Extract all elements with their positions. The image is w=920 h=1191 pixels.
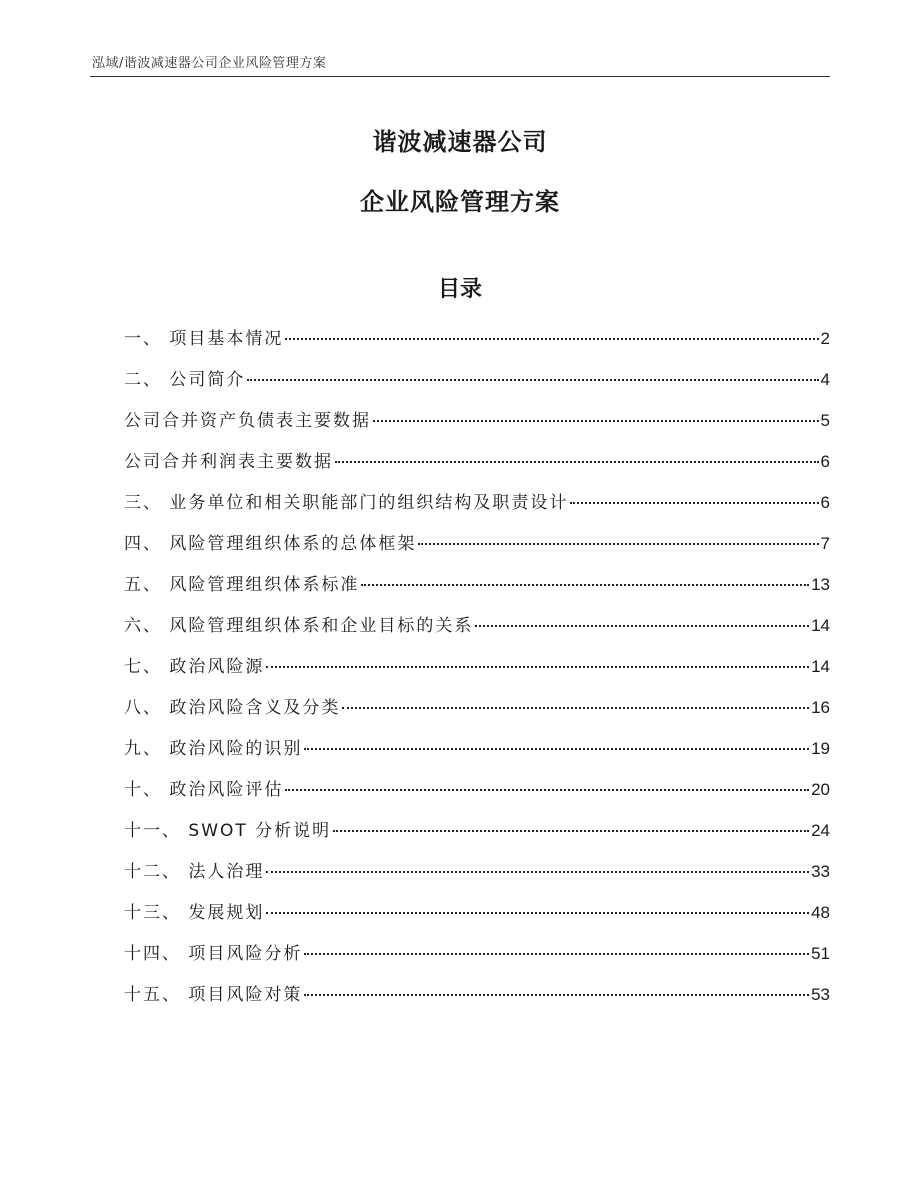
toc-leader-dots [304, 748, 809, 750]
toc-entry-page: 14 [811, 616, 830, 635]
toc-entry-page: 16 [811, 698, 830, 717]
toc-leader-dots [475, 625, 809, 627]
toc-entry[interactable] [124, 652, 830, 693]
toc-entry-label: 七、 政治风险源 [124, 657, 265, 677]
toc-leader-dots [247, 379, 818, 381]
toc-entry-label: 十三、 发展规划 [124, 903, 265, 923]
toc-leader-dots [333, 830, 809, 832]
running-header: 泓域/谐波减速器公司企业风险管理方案 [92, 56, 327, 71]
toc-entry-page: 5 [820, 411, 830, 430]
toc-entry[interactable] [124, 488, 830, 529]
toc-entry-page: 48 [811, 903, 830, 922]
toc-leader-dots [373, 420, 819, 422]
toc-entry-page: 14 [811, 657, 830, 676]
toc-entry[interactable] [124, 324, 830, 365]
toc-entry-label: 十一、 SWOT 分析说明 [124, 821, 332, 841]
toc-leader-dots [342, 707, 809, 709]
toc-entry-page: 6 [820, 452, 830, 471]
toc-leader-dots [266, 871, 809, 873]
toc-entry-label: 一、 项目基本情况 [124, 329, 284, 349]
toc-entry-label: 十五、 项目风险对策 [124, 985, 303, 1005]
toc-entry-label: 十四、 项目风险分析 [124, 944, 303, 964]
toc-entry[interactable] [124, 570, 830, 611]
toc-entry-page: 6 [820, 493, 830, 512]
toc-leader-dots [361, 584, 809, 586]
toc-entry-page: 7 [820, 534, 830, 553]
toc-entry[interactable] [124, 406, 830, 447]
toc-entry[interactable] [124, 816, 830, 857]
toc-entry-page: 24 [811, 821, 830, 840]
toc-entry-label: 五、 风险管理组织体系标准 [124, 575, 360, 595]
document-title-company: 谐波减速器公司 [372, 128, 548, 156]
toc-entry-label: 四、 风险管理组织体系的总体框架 [124, 534, 417, 554]
toc-leader-dots [285, 338, 818, 340]
toc-entry-page: 19 [811, 739, 830, 758]
toc-entry-page: 33 [811, 862, 830, 881]
toc-entry-label: 公司合并资产负债表主要数据 [124, 411, 371, 431]
toc-entry[interactable] [124, 365, 830, 406]
toc-leader-dots [418, 543, 818, 545]
toc-entry-label: 十、 政治风险评估 [124, 780, 284, 800]
toc-leader-dots [266, 912, 809, 914]
toc-entry-page: 2 [820, 329, 830, 348]
toc-entry-label: 公司合并利润表主要数据 [124, 452, 333, 472]
toc-entry-page: 53 [811, 985, 830, 1004]
toc-leader-dots [304, 994, 809, 996]
toc-entry-page: 20 [811, 780, 830, 799]
toc-leader-dots [285, 789, 809, 791]
toc-entry-label: 九、 政治风险的识别 [124, 739, 303, 759]
document-title-subject: 企业风险管理方案 [360, 188, 560, 216]
toc-entry-label: 二、 公司简介 [124, 370, 246, 390]
header-divider [90, 76, 830, 77]
toc-leader-dots [570, 502, 818, 504]
toc-entry[interactable] [124, 529, 830, 570]
toc-entry-label: 十二、 法人治理 [124, 862, 265, 882]
toc-entry-page: 4 [820, 370, 830, 389]
toc-entry[interactable] [124, 775, 830, 816]
toc-entry-label: 八、 政治风险含义及分类 [124, 698, 341, 718]
toc-heading: 目录 [437, 277, 482, 302]
toc-entry[interactable] [124, 447, 830, 488]
toc-entry[interactable] [124, 693, 830, 734]
toc-leader-dots [304, 953, 809, 955]
toc-entry-label: 三、 业务单位和相关职能部门的组织结构及职责设计 [124, 493, 569, 513]
toc-entry[interactable] [124, 611, 830, 652]
toc-leader-dots [266, 666, 809, 668]
toc-entry-label: 六、 风险管理组织体系和企业目标的关系 [124, 616, 474, 636]
toc-leader-dots [335, 461, 819, 463]
toc-entry-page: 13 [811, 575, 830, 594]
toc-entry[interactable] [124, 980, 830, 1021]
toc-entry[interactable] [124, 857, 830, 898]
toc-entry[interactable] [124, 734, 830, 775]
table-of-contents [124, 324, 830, 1021]
toc-entry[interactable] [124, 898, 830, 939]
toc-entry-page: 51 [811, 944, 830, 963]
toc-entry[interactable] [124, 939, 830, 980]
